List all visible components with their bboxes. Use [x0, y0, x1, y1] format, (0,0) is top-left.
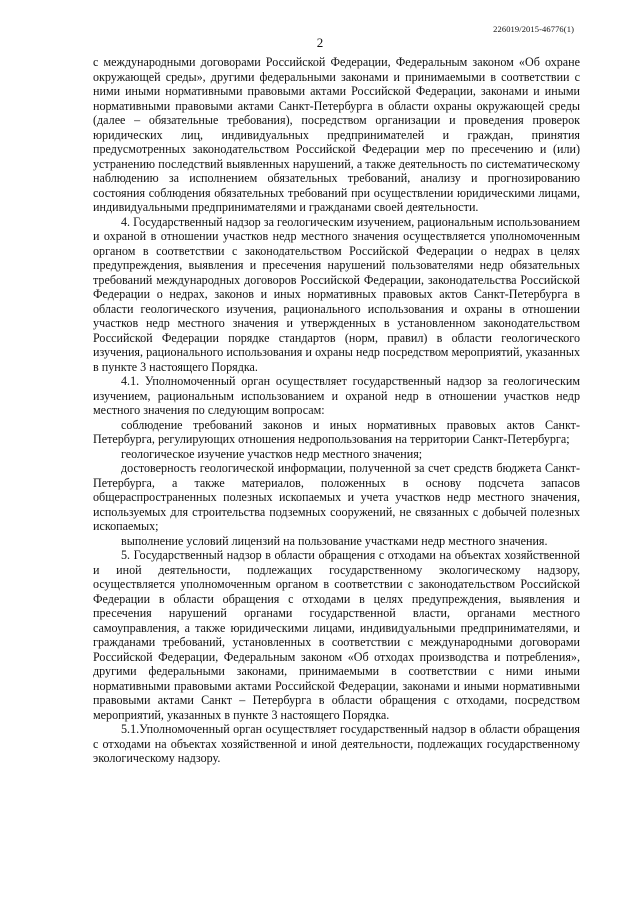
- paragraph: 4.1. Уполномоченный орган осуществляет государственный надзор за геологическим изучением, рациональным использованием и охраной недр в отношении участков недр местного значения по следующим вопросам:: [93, 374, 580, 417]
- paragraph: 5. Государственный надзор в области обращения с отходами на объектах хозяйственной и иной деятельности, подлежащих государственному экологическому надзору, осуществляется уполномоченным органом в соответствии с законодательством Российской Федерации в области обращения с отходами в целях предупреждения, выявления и пресечения нарушений органами государственной власти, органами местного самоуправления, а также юридическими лицами, индивидуальными предпринимателями, и гражданами требований, установленных в соответствии с международными договорами Российской Федерации, Федеральным законом «Об отходах производства и потребления», другими федеральными законами, принимаемыми в соответствии с ними иными нормативными правовыми актами Российской Федерации, законами и иными нормативными правовыми актами Санкт – Петербурга в области обращения с отходами, посредством мероприятий, указанных в пункте 3 настоящего Порядка.: [93, 548, 580, 722]
- paragraph: геологическое изучение участков недр местного значения;: [121, 446, 423, 461]
- paragraph: выполнение условий лицензий на пользование участками недр местного значения.: [121, 533, 548, 548]
- paragraph: достоверность геологической информации, полученной за счет средств бюджета Санкт-Петербурга, а также материалов, положенных в основу подсчета запасов общераспространенных полезных ископаемых и учета участков недр местного значения, используемых для строительства подземных сооружений, не связанных с добычей полезных ископаемых;: [93, 461, 580, 533]
- paragraph: соблюдение требований законов и иных нормативных правовых актов Санкт-Петербурга, регулирующих отношения недропользования на территории Санкт-Петербурга;: [93, 417, 580, 446]
- paragraph: с международными договорами Российской Федерации, Федеральным законом «Об охране окружающей среды», другими федеральными законами и принимаемыми в соответствии с ними иными нормативными правовыми актами Российской Федерации, законами и иными нормативными правовыми актами Санкт-Петербурга в области охраны окружающей среды (далее – обязательные требования), посредством организации и проведения проверок юридических лиц, индивидуальных предпринимателей и граждан, принятия предусмотренных законодательством Российской Федерации мер по пресечению и (или) устранению последствий выявленных нарушений, а также деятельность по систематическому наблюдению за исполнением обязательных требований, анализу и прогнозированию состояния соблюдения обязательных требований при осуществлении юридическими лицами, индивидуальными предпринимателями и гражданами своей деятельности.: [93, 55, 580, 214]
- document-id: 226019/2015-46776(1): [493, 24, 574, 34]
- document-body: [93, 55, 580, 766]
- paragraph: 5.1.Уполномоченный орган осуществляет государственный надзор в области обращения с отходами на объектах хозяйственной и иной деятельности, подлежащих государственному экологическому надзору.: [93, 722, 580, 765]
- paragraph: 4. Государственный надзор за геологическим изучением, рациональным использованием и охраной в отношении участков недр местного значения осуществляется уполномоченным органом в соответствии с законодательством Российской Федерации о недрах в целях предупреждения, выявления и пресечения нарушений пользователями недр обязательных требований международных договоров Российской Федерации, законодательства Российской Федерации о недрах, законов и иных нормативных правовых актов Санкт-Петербурга в области геологического изучения, рационального использования и охраны в отношении участков недр местного значения и утвержденных в установленном законодательством Российской Федерации порядке стандартов (норм, правил) в области геологического изучения, рационального использования и охраны недр посредством мероприятий, указанных в пункте 3 настоящего Порядка.: [93, 214, 580, 374]
- page-number: 2: [316, 35, 324, 50]
